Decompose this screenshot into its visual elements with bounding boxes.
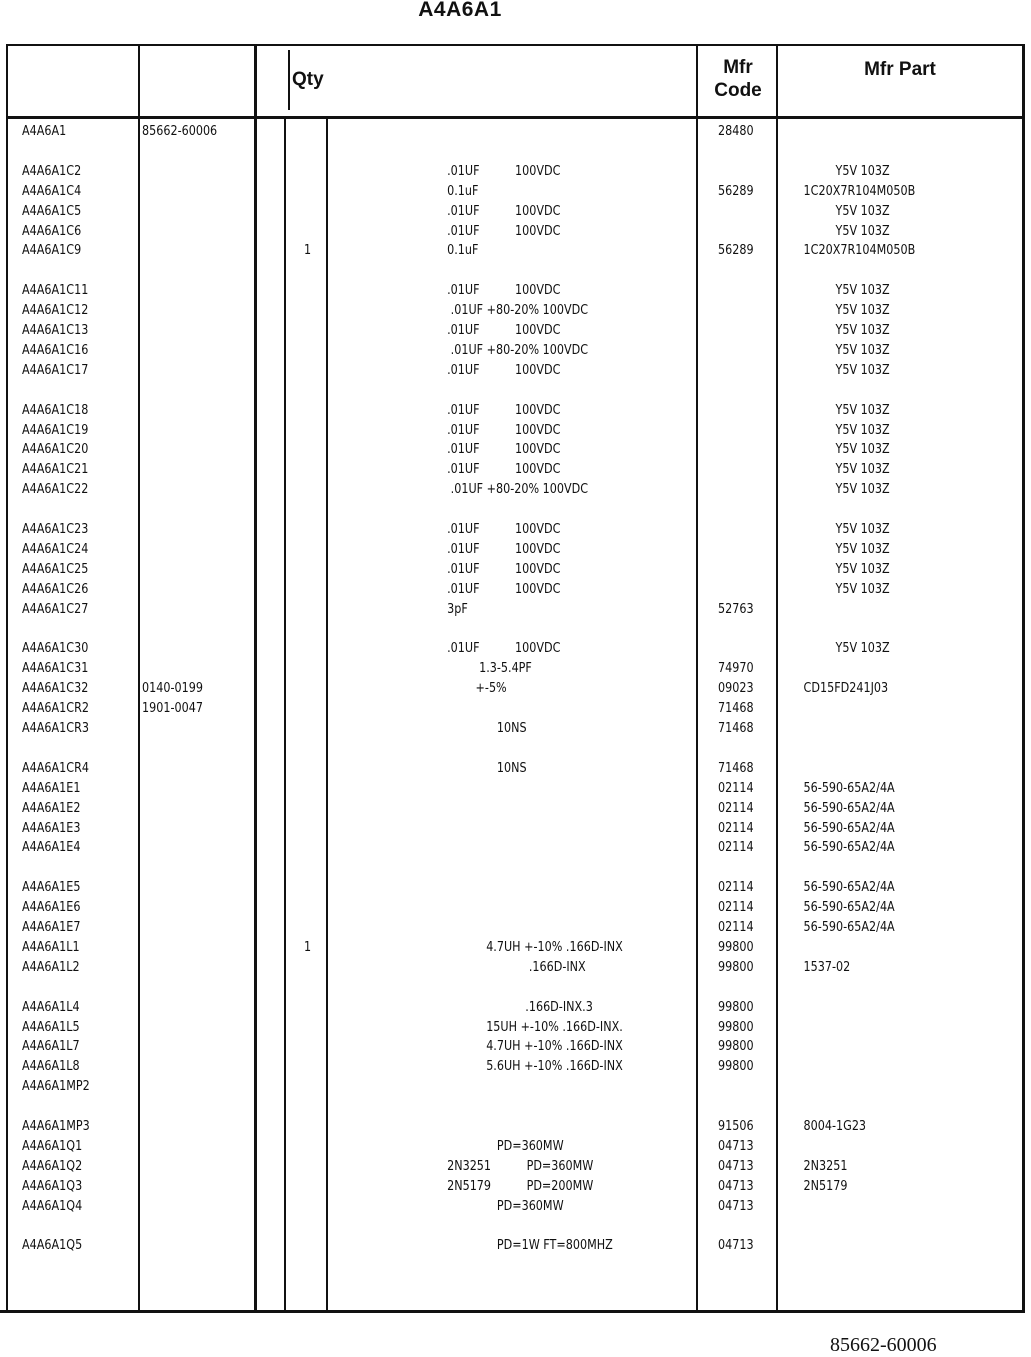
- ref-cell: A4A6A1CR3: [22, 721, 89, 736]
- description-cell: [440, 600, 468, 620]
- mfr-code-cell: 99800: [718, 1059, 754, 1075]
- description-cell-text: .01UF 100VDC: [440, 581, 561, 597]
- table-row: [0, 440, 1031, 460]
- mfr-part-cell: [800, 540, 890, 560]
- ref-cell: A4A6A1CR2: [22, 701, 89, 717]
- mfr-code-cell: 02114: [718, 840, 754, 856]
- mfr-part-cell: [800, 202, 890, 222]
- ref-cell: A4A6A1E2: [22, 800, 81, 816]
- description-cell: [440, 1018, 623, 1038]
- mfr-part-cell: [800, 301, 890, 321]
- mfr-part-cell-text: Y5V 103Z: [800, 303, 890, 319]
- ref-cell: A4A6A1: [22, 124, 67, 139]
- ref-cell: A4A6A1C13: [22, 323, 89, 338]
- table-row: [0, 202, 1031, 222]
- ref-cell: A4A6A1C2: [22, 163, 82, 179]
- mfr-part-cell: [800, 241, 915, 261]
- mfr-part-cell-text: 56-590-65A2/4A: [800, 920, 895, 935]
- ref-cell: A4A6A1Q3: [22, 1178, 83, 1194]
- mfr-code-cell: 74970: [718, 661, 754, 677]
- mfr-part-cell-text: Y5V 103Z: [800, 203, 890, 219]
- ref-cell: A4A6A1C11: [22, 283, 89, 299]
- table-row: [0, 1177, 1031, 1197]
- ref-cell: A4A6A1C27: [22, 601, 89, 617]
- description-cell: [440, 440, 560, 460]
- mfr-code-cell: 71468: [718, 760, 754, 776]
- ref-cell: A4A6A1E4: [22, 840, 81, 856]
- description-cell-text: .01UF 100VDC: [440, 402, 561, 418]
- table-row: [0, 1117, 1031, 1137]
- description-cell-text: .01UF 100VDC: [440, 323, 561, 338]
- mfr-part-cell-text: Y5V 103Z: [800, 482, 890, 498]
- ref-cell: A4A6A1E6: [22, 900, 81, 916]
- mfr-part-cell-text: Y5V 103Z: [800, 541, 890, 557]
- ref-cell: A4A6A1C12: [22, 303, 89, 319]
- mfr-part-cell: [800, 440, 890, 460]
- table-row: [0, 958, 1031, 978]
- mfr-code-cell: 02114: [718, 780, 754, 796]
- ref-cell: A4A6A1C5: [22, 203, 82, 219]
- table-row: [0, 301, 1031, 321]
- table-row: [0, 918, 1031, 938]
- table-row: [0, 341, 1031, 361]
- description-cell-text: .01UF +80-20% 100VDC: [440, 482, 589, 498]
- ref-cell: A4A6A1CR4: [22, 760, 89, 776]
- description-cell-text: .01UF +80-20% 100VDC: [440, 303, 589, 319]
- description-cell: [440, 341, 588, 361]
- mfr-code-cell: 56289: [718, 243, 754, 259]
- table-row: [0, 222, 1031, 242]
- table-row: [0, 659, 1031, 679]
- mfr-code-cell: 99800: [718, 959, 754, 975]
- description-cell-text: 4.7UH +-10% .166D-INX: [440, 1039, 623, 1055]
- mfr-part-cell: [800, 1177, 847, 1197]
- mfr-part-cell-text: 56-590-65A2/4A: [800, 900, 895, 916]
- mfr-code-cell: 04713: [718, 1238, 754, 1254]
- mfr-code-cell: 99800: [718, 999, 754, 1015]
- description-cell: [440, 162, 560, 182]
- table-row: [0, 241, 1031, 261]
- mfr-part-cell: [800, 361, 890, 381]
- description-cell-text: .01UF 100VDC: [440, 462, 561, 478]
- mfr-code-cell: 04713: [718, 1178, 754, 1194]
- mfr-part-cell-text: Y5V 103Z: [800, 163, 890, 179]
- mfr-part-cell: [800, 162, 890, 182]
- ref-cell: A4A6A1C23: [22, 522, 89, 537]
- table-row: [0, 182, 1031, 202]
- mfr-part-cell: [800, 182, 915, 202]
- description-cell: [440, 241, 478, 261]
- ref-cell: A4A6A1C17: [22, 362, 89, 378]
- description-cell-text: +-5%: [440, 681, 507, 697]
- table-row: [0, 759, 1031, 779]
- mfr-part-cell-text: 56-590-65A2/4A: [800, 780, 895, 796]
- mfr-part-cell-text: 56-590-65A2/4A: [800, 820, 895, 836]
- mfr-part-cell-text: 2N3251: [800, 1158, 848, 1174]
- mfr-part-cell: [800, 520, 890, 540]
- mfr-part-cell: [800, 480, 890, 500]
- description-cell-text: .01UF 100VDC: [440, 223, 561, 239]
- table-row: [0, 1018, 1031, 1038]
- description-cell-text: 10NS: [440, 721, 527, 736]
- table-row: [0, 580, 1031, 600]
- ref-cell: A4A6A1C19: [22, 422, 89, 438]
- ref-cell: A4A6A1C16: [22, 342, 89, 358]
- table-row: [0, 1197, 1031, 1217]
- description-cell: [440, 361, 560, 381]
- description-cell-text: 15UH +-10% .166D-INX.: [440, 1019, 623, 1035]
- description-cell: [440, 520, 560, 540]
- mfr-part-cell: [800, 918, 895, 938]
- mfr-part-cell-text: Y5V 103Z: [800, 641, 890, 657]
- mfr-part-cell: [800, 898, 895, 918]
- description-cell: [440, 639, 560, 659]
- table-row: [0, 1157, 1031, 1177]
- part-number-cell: 85662-60006: [142, 124, 218, 139]
- description-cell-text: PD=360MW: [440, 1138, 564, 1154]
- ref-cell: A4A6A1C6: [22, 223, 82, 239]
- mfr-code-cell: 02114: [718, 800, 754, 816]
- table-row: [0, 799, 1031, 819]
- ref-cell: A4A6A1C24: [22, 541, 89, 557]
- description-cell: [440, 998, 593, 1018]
- mfr-part-cell: [800, 958, 850, 978]
- table-row: [0, 878, 1031, 898]
- mfr-code-cell: 71468: [718, 701, 754, 717]
- qty-cell: 1: [304, 243, 312, 259]
- table-row: [0, 1236, 1031, 1256]
- mfr-part-cell-text: Y5V 103Z: [800, 581, 890, 597]
- mfr-part-cell-text: Y5V 103Z: [800, 422, 890, 438]
- table-row: [0, 401, 1031, 421]
- mfr-part-cell: [800, 421, 890, 441]
- ref-cell: A4A6A1C26: [22, 581, 89, 597]
- mfr-code-cell: 02114: [718, 900, 754, 916]
- ref-cell: A4A6A1C25: [22, 561, 89, 577]
- description-cell-text: .01UF 100VDC: [440, 422, 561, 438]
- description-cell: [440, 321, 560, 341]
- table-row: [0, 460, 1031, 480]
- description-cell: [440, 659, 532, 679]
- description-cell-text: .01UF 100VDC: [440, 561, 561, 577]
- description-cell: [440, 580, 560, 600]
- ref-cell: A4A6A1C22: [22, 482, 89, 498]
- mfr-part-cell-text: Y5V 103Z: [800, 402, 890, 418]
- description-cell-text: .01UF 100VDC: [440, 283, 561, 299]
- ref-cell: A4A6A1Q5: [22, 1238, 83, 1254]
- mfr-part-cell-text: Y5V 103Z: [800, 462, 890, 478]
- ref-cell: A4A6A1C18: [22, 402, 89, 418]
- ref-cell: A4A6A1L1: [22, 939, 80, 955]
- description-cell-text: .166D-INX: [440, 959, 586, 975]
- ref-cell: A4A6A1Q4: [22, 1198, 83, 1214]
- mfr-part-cell: [800, 679, 888, 699]
- ref-cell: A4A6A1Q2: [22, 1158, 83, 1174]
- description-cell-text: 10NS: [440, 760, 527, 776]
- mfr-part-cell-text: Y5V 103Z: [800, 522, 890, 537]
- description-cell: [440, 958, 586, 978]
- table-row: [0, 679, 1031, 699]
- description-cell-text: 1.3-5.4PF: [440, 661, 532, 677]
- ref-cell: A4A6A1L2: [22, 959, 80, 975]
- table-row: [0, 540, 1031, 560]
- mfr-code-cell: 04713: [718, 1158, 754, 1174]
- ref-cell: A4A6A1E1: [22, 780, 81, 796]
- description-cell-text: 5.6UH +-10% .166D-INX: [440, 1059, 623, 1075]
- ref-cell: A4A6A1L4: [22, 999, 80, 1015]
- description-cell: [440, 540, 560, 560]
- mfr-code-cell: 04713: [718, 1198, 754, 1214]
- table-row: [0, 998, 1031, 1018]
- mfr-part-cell-text: Y5V 103Z: [800, 223, 890, 239]
- mfr-code-cell: 28480: [718, 124, 754, 139]
- table-row: [0, 421, 1031, 441]
- description-cell: [440, 301, 588, 321]
- mfr-code-cell: 04713: [718, 1138, 754, 1154]
- part-number-cell: 1901-0047: [142, 701, 203, 717]
- table-row: [0, 898, 1031, 918]
- table-row: [0, 560, 1031, 580]
- ref-cell: A4A6A1C30: [22, 641, 89, 657]
- mfr-part-cell-text: Y5V 103Z: [800, 561, 890, 577]
- ref-cell: A4A6A1E3: [22, 820, 81, 836]
- footer-part-number: 85662-60006: [830, 1334, 937, 1356]
- mfr-part-cell: [800, 1117, 866, 1137]
- ref-cell: A4A6A1C9: [22, 243, 82, 259]
- mfr-code-cell: 91506: [718, 1119, 754, 1134]
- description-cell: [440, 560, 560, 580]
- description-cell-text: PD=1W FT=800MHZ: [440, 1238, 613, 1254]
- description-cell: [440, 1137, 564, 1157]
- description-cell-text: .01UF 100VDC: [440, 163, 561, 179]
- description-cell: [440, 1236, 613, 1256]
- mfr-part-cell: [800, 560, 890, 580]
- ref-cell: A4A6A1L5: [22, 1019, 80, 1035]
- header-qty: Qty: [292, 69, 324, 90]
- description-cell-text: 0.1uF: [440, 183, 479, 199]
- mfr-code-cell: 02114: [718, 820, 754, 836]
- mfr-part-cell: [800, 281, 890, 301]
- ref-cell: A4A6A1E5: [22, 880, 81, 896]
- header-mfr-code-line2: Code: [714, 80, 762, 101]
- description-cell-text: 3pF: [440, 601, 468, 617]
- mfr-code-cell: 52763: [718, 601, 754, 617]
- ref-cell: A4A6A1C20: [22, 442, 89, 458]
- ref-cell: A4A6A1C4: [22, 183, 82, 199]
- description-cell: [440, 202, 560, 222]
- ref-cell: A4A6A1E7: [22, 920, 81, 935]
- mfr-part-cell-text: 56-590-65A2/4A: [800, 840, 895, 856]
- table-row: [0, 321, 1031, 341]
- mfr-part-cell-text: 1C20X7R104M050B: [800, 243, 916, 259]
- description-cell: [440, 1177, 593, 1197]
- mfr-part-cell-text: Y5V 103Z: [800, 442, 890, 458]
- table-row: [0, 838, 1031, 858]
- description-cell-text: .01UF 100VDC: [440, 541, 561, 557]
- mfr-part-cell: [800, 401, 890, 421]
- mfr-part-cell-text: 1C20X7R104M050B: [800, 183, 916, 199]
- table-row: [0, 122, 1031, 142]
- mfr-part-cell: [800, 222, 890, 242]
- description-cell: [440, 1157, 593, 1177]
- page-title: A4A6A1: [418, 0, 502, 21]
- mfr-part-cell-text: Y5V 103Z: [800, 283, 890, 299]
- description-cell: [440, 938, 623, 958]
- description-cell: [440, 719, 527, 739]
- mfr-part-cell: [800, 799, 895, 819]
- description-cell-text: 2N3251 PD=360MW: [440, 1158, 594, 1174]
- table-row: [0, 281, 1031, 301]
- ref-cell: A4A6A1L8: [22, 1059, 80, 1075]
- table-row: [0, 639, 1031, 659]
- mfr-code-cell: 09023: [718, 681, 754, 697]
- description-cell: [440, 460, 560, 480]
- ref-cell: A4A6A1MP3: [22, 1119, 90, 1134]
- mfr-code-cell: 02114: [718, 920, 754, 935]
- table-row: [0, 1037, 1031, 1057]
- mfr-part-cell: [800, 779, 895, 799]
- mfr-part-cell: [800, 1157, 847, 1177]
- description-cell-text: .01UF +80-20% 100VDC: [440, 342, 589, 358]
- ref-cell: A4A6A1C31: [22, 661, 89, 677]
- mfr-part-cell-text: 8004-1G23: [800, 1119, 867, 1134]
- mfr-part-cell-text: Y5V 103Z: [800, 323, 890, 338]
- table-row: [0, 938, 1031, 958]
- mfr-part-cell-text: CD15FD241J03: [800, 681, 889, 697]
- header-mfr-code-line1: Mfr: [723, 57, 753, 78]
- mfr-part-cell-text: Y5V 103Z: [800, 342, 890, 358]
- description-cell-text: .166D-INX.3: [440, 999, 593, 1015]
- mfr-code-cell: 71468: [718, 721, 754, 736]
- header-mfr-part: Mfr Part: [864, 59, 936, 80]
- description-cell: [440, 222, 560, 242]
- table-row: [0, 520, 1031, 540]
- ref-cell: A4A6A1L7: [22, 1039, 80, 1055]
- description-cell-text: .01UF 100VDC: [440, 203, 561, 219]
- qty-cell: 1: [304, 939, 312, 955]
- mfr-part-cell: [800, 341, 890, 361]
- table-row: [0, 1057, 1031, 1077]
- ref-cell: A4A6A1C32: [22, 681, 89, 697]
- description-cell: [440, 480, 588, 500]
- table-row: [0, 699, 1031, 719]
- ref-cell: A4A6A1Q1: [22, 1138, 83, 1154]
- mfr-part-cell-text: 56-590-65A2/4A: [800, 880, 895, 896]
- mfr-code-cell: 56289: [718, 183, 754, 199]
- mfr-part-cell-text: 56-590-65A2/4A: [800, 800, 895, 816]
- part-number-cell: 0140-0199: [142, 681, 203, 697]
- description-cell: [440, 1057, 623, 1077]
- description-cell: [440, 759, 527, 779]
- mfr-part-cell: [800, 321, 890, 341]
- description-cell: [440, 182, 478, 202]
- table-row: [0, 600, 1031, 620]
- description-cell: [440, 1037, 623, 1057]
- mfr-part-cell: [800, 819, 895, 839]
- description-cell-text: .01UF 100VDC: [440, 641, 561, 657]
- mfr-part-cell-text: 2N5179: [800, 1178, 848, 1194]
- description-cell-text: 2N5179 PD=200MW: [440, 1178, 594, 1194]
- description-cell: [440, 401, 560, 421]
- table-row: [0, 779, 1031, 799]
- description-cell-text: 4.7UH +-10% .166D-INX: [440, 939, 623, 955]
- mfr-code-cell: 99800: [718, 1039, 754, 1055]
- mfr-part-cell-text: Y5V 103Z: [800, 362, 890, 378]
- description-cell-text: 0.1uF: [440, 243, 479, 259]
- description-cell: [440, 679, 507, 699]
- mfr-part-cell: [800, 580, 890, 600]
- description-cell-text: .01UF 100VDC: [440, 522, 561, 537]
- table-row: [0, 819, 1031, 839]
- description-cell-text: PD=360MW: [440, 1198, 564, 1214]
- table-row: [0, 1077, 1031, 1097]
- mfr-part-cell: [800, 460, 890, 480]
- table-row: [0, 480, 1031, 500]
- mfr-code-cell: 99800: [718, 939, 754, 955]
- table-row: [0, 1137, 1031, 1157]
- mfr-part-cell-text: 1537-02: [800, 959, 851, 975]
- mfr-part-cell: [800, 838, 895, 858]
- description-cell: [440, 1197, 564, 1217]
- table-row: [0, 361, 1031, 381]
- table-row: [0, 162, 1031, 182]
- mfr-part-cell: [800, 878, 895, 898]
- table-row: [0, 719, 1031, 739]
- ref-cell: A4A6A1MP2: [22, 1079, 90, 1095]
- mfr-code-cell: 99800: [718, 1019, 754, 1035]
- ref-cell: A4A6A1C21: [22, 462, 89, 478]
- description-cell-text: .01UF 100VDC: [440, 442, 561, 458]
- mfr-part-cell: [800, 639, 890, 659]
- description-cell: [440, 281, 560, 301]
- description-cell: [440, 421, 560, 441]
- mfr-code-cell: 02114: [718, 880, 754, 896]
- description-cell-text: .01UF 100VDC: [440, 362, 561, 378]
